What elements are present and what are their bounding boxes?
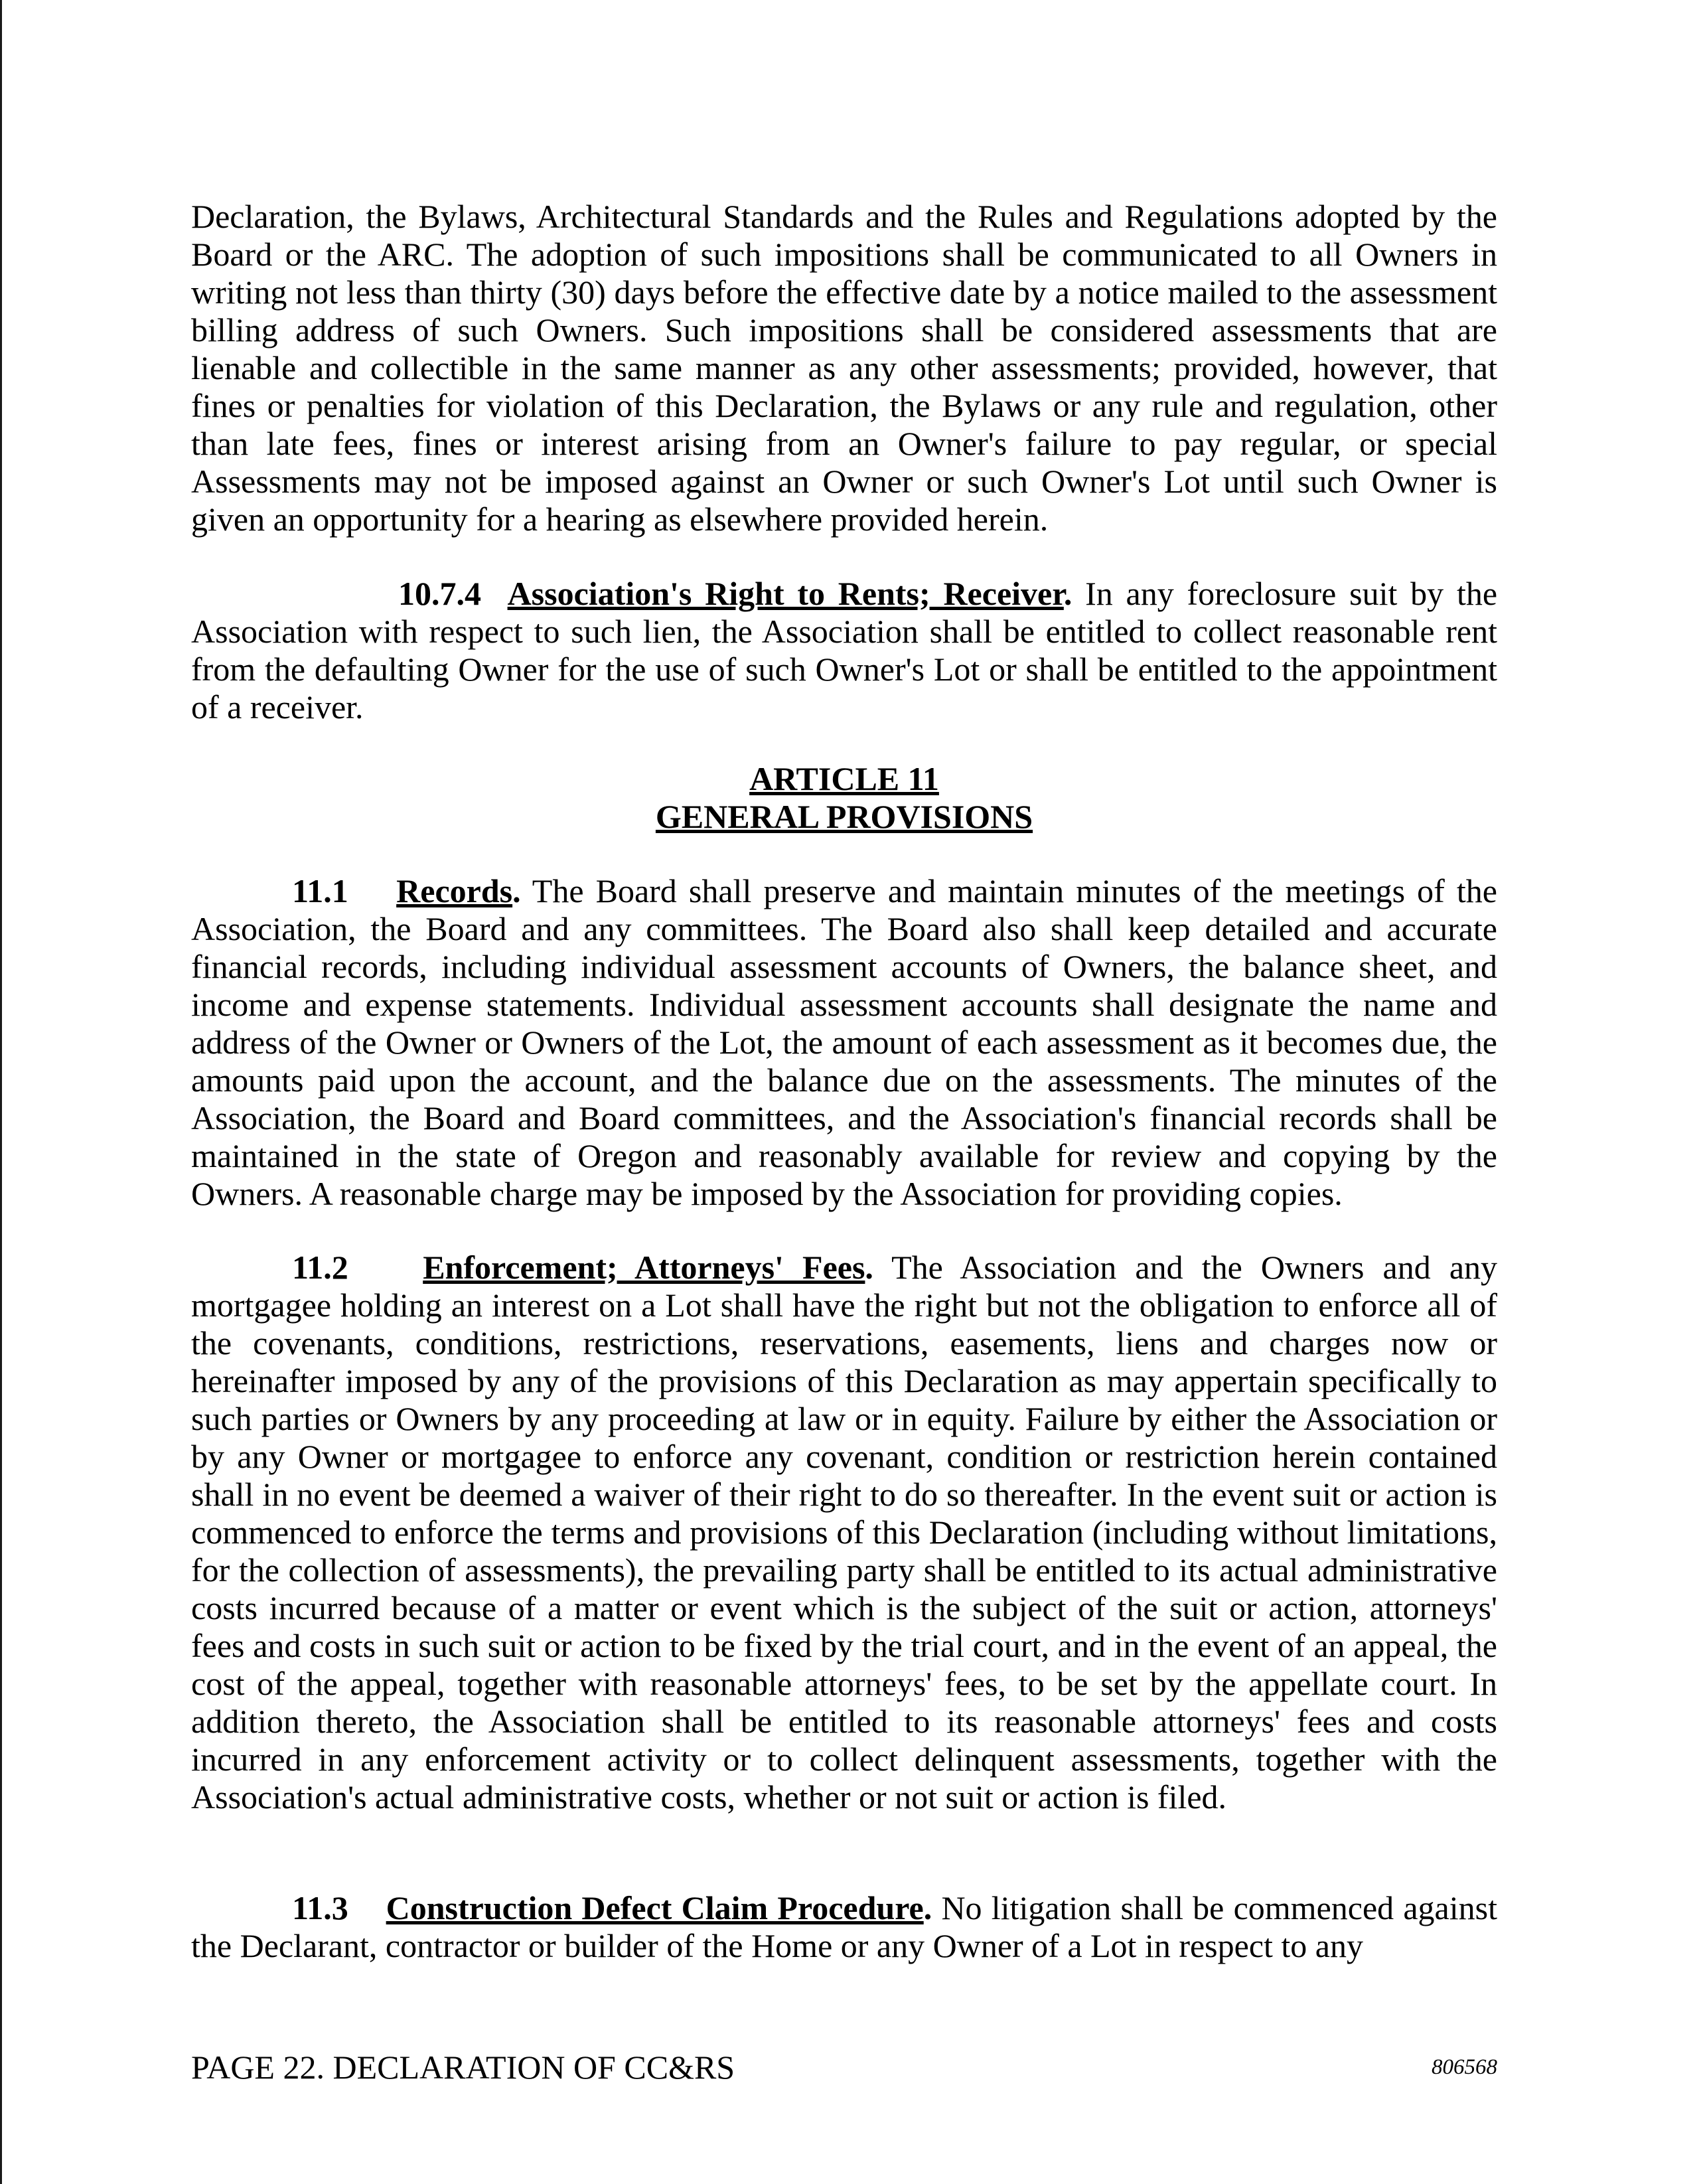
- section-11-3: [191, 1889, 1497, 1965]
- heading-period: .: [923, 1889, 932, 1926]
- article-title: ARTICLE 11: [749, 760, 939, 797]
- section-10-7-4: [191, 575, 1497, 726]
- scan-edge: [0, 0, 2, 2184]
- section-text: The Board shall preserve and maintain minutes of the meetings of the Association, the Board and any committees. The Board also shall keep detailed and accurate financial records, including individual assessment accounts of Owners, the balance sheet, and income and expense statements. Individual assessment accounts shall designate the name and address of the Owner or Owners of the Lot, the amount of each assessment as it becomes due, the amounts paid upon the account, and the balance due on the assessments. The minutes of the Association, the Board and Board committees, and the Association's financial records shall be maintained in the state of Oregon and reasonably available for review and copying by the Owners. A reasonable charge may be imposed by the Association for providing copies.: [191, 872, 1498, 1212]
- footer-page-label: PAGE 22. DECLARATION OF CC&RS: [191, 2049, 735, 2086]
- section-text: In any foreclosure suit by the Association with respect to such lien, the Association shall be entitled to collect reasonable rent from the defaulting Owner for the use of such Owner's Lot or shall be entitled to the appointment of a receiver.: [191, 575, 1498, 726]
- section-number: 10.7.4: [398, 575, 481, 612]
- section-number: 11.2: [292, 1249, 348, 1286]
- footer-doc-number: 806568: [1432, 2055, 1497, 2079]
- article-subtitle: GENERAL PROVISIONS: [655, 798, 1033, 835]
- section-heading: Enforcement; Attorneys' Fees: [423, 1249, 865, 1286]
- article-heading: [191, 760, 1497, 836]
- heading-period: .: [512, 872, 521, 909]
- section-text: No litigation shall be commenced against the Declarant, contractor or builder of the Home or any Owner of a Lot in respect to any: [191, 1889, 1497, 1964]
- paragraph-text: Declaration, the Bylaws, Architectural Standards and the Rules and Regulations adopted by the Board or the ARC. The adoption of such impositions shall be communicated to all Owners in writing not less than thirty (30) days before the effective date by a notice mailed to the assessment billing address of such Owners. Such impositions shall be considered assessments that are lienable and collectible in the same manner as any other assessments; provided, however, that fines or penalties for violation of this Declaration, the Bylaws or any rule and regulation, other than late fees, fines or interest arising from an Owner's failure to pay regular, or special Assessments may not be imposed against an Owner or such Owner's Lot until such Owner is given an opportunity for a hearing as elsewhere provided herein.: [191, 198, 1497, 538]
- section-text: The Association and the Owners and any mortgagee holding an interest on a Lot shall have the right but not the obligation to enforce all of the covenants, conditions, restrictions, reservations, easements, liens and charges now or hereinafter imposed by any of the provisions of this Declaration as may appertain specifically to such parties or Owners by any proceeding at law or in equity. Failure by either the Association or by any Owner or mortgagee to enforce any covenant, condition or restriction herein contained shall in no event be deemed a waiver of their right to do so thereafter. In the event suit or action is commenced to enforce the terms and provisions of this Declaration (including without limitations, for the collection of assessments), the prevailing party shall be entitled to its actual administrative costs incurred because of a matter or event which is the subject of the suit or action, attorneys' fees and costs in such suit or action to be fixed by the trial court, and in the event of an appeal, the cost of the appeal, together with reasonable attorneys' fees, to be set by the appellate court. In addition thereto, the Association shall be entitled to its reasonable attorneys' fees and costs incurred in any enforcement activity or to collect delinquent assessments, together with the Association's actual administrative costs, whether or not suit or action is filed.: [191, 1249, 1498, 1816]
- heading-period: .: [865, 1249, 873, 1286]
- section-heading: Association's Right to Rents; Receiver: [507, 575, 1064, 612]
- section-heading: Construction Defect Claim Procedure: [386, 1889, 924, 1926]
- paragraph-continuation: [191, 198, 1497, 538]
- section-number: 11.3: [292, 1889, 348, 1926]
- section-heading: Records: [396, 872, 513, 909]
- heading-period: .: [1063, 575, 1072, 612]
- section-11-2: [191, 1249, 1497, 1816]
- section-number: 11.1: [292, 872, 348, 909]
- section-11-1: [191, 872, 1497, 1213]
